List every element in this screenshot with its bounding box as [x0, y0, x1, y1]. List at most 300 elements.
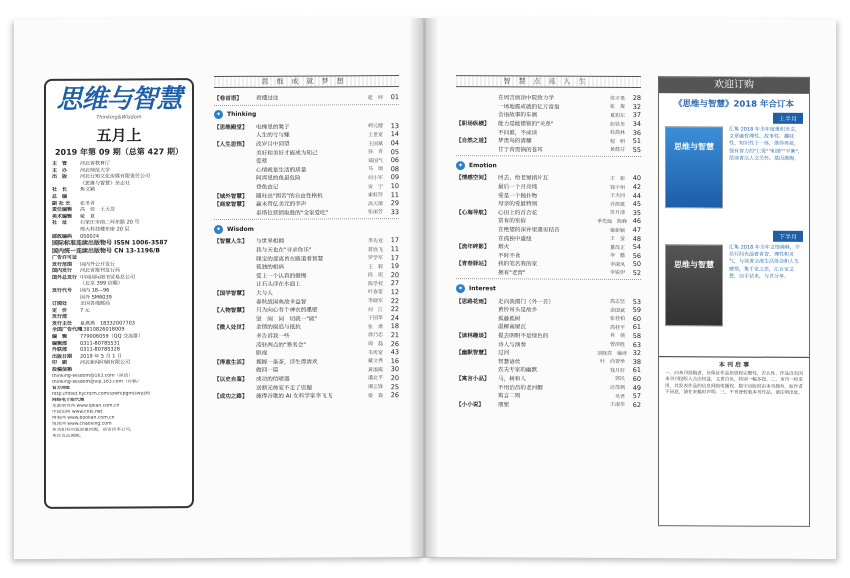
toc-page-number: 19 [390, 262, 399, 271]
toc-title: 春秋战国典故多益智 [256, 299, 307, 306]
subscription-panel [658, 76, 810, 527]
toc-page-number: 26 [390, 391, 399, 400]
toc-title: 富有的室宿 [498, 218, 526, 225]
toc-title: 泰塔位营销取胜的"全家爱吃" [256, 210, 329, 217]
toc-title: 能力是能错锁的"关系" [498, 121, 554, 128]
toc-author: 郭民 [614, 376, 625, 383]
toc-author: 潘北平 [367, 375, 383, 382]
issue-month: 五月上 [96, 126, 142, 145]
footer-note-1: 本刊如有印装质量问题，请寄回本公司， [52, 427, 135, 433]
toc-author: 黄鼓芬 [609, 147, 625, 154]
colophon-value: 779006059（QQ 交流群） [80, 333, 144, 340]
toc-title: 凌驻两点的"寒名会" [256, 342, 306, 349]
toc-title: 马，树和人 [498, 376, 526, 383]
toc-title: 胆视 [256, 350, 268, 357]
colophon-box [44, 78, 194, 509]
colophon-value: 050024 [80, 233, 100, 240]
toc-author: 刘晓亮 编译 [597, 350, 628, 357]
toc-author: 李锐伊 [609, 270, 625, 277]
toc-title: 爱是一个抛扑物 [498, 192, 538, 200]
colophon-value: 张冬青 [80, 200, 96, 207]
toc-title: 随吐出"困苦"的自由性格机 [256, 193, 323, 200]
colophon-key: 主 管 [52, 160, 68, 167]
colophon-key: 广告许可证 [52, 254, 78, 261]
colophon-key: 发行范围 [52, 261, 73, 268]
toc-page-number: 17 [390, 253, 399, 262]
colophon-key: 副 社 长 [52, 200, 71, 207]
toc-author: 梁新颖 [609, 227, 625, 234]
ebook-1: 龙源期刊网 www.qikan.com.cn [52, 403, 120, 409]
colophon-value: 全国各地邮局 [80, 300, 111, 307]
toc-author: 夏旭东 [609, 112, 625, 119]
left-page [14, 17, 424, 559]
toc-column-name: 【商家智慧】 [214, 202, 248, 209]
toc-entry [456, 331, 641, 341]
toc-page-number: 62 [632, 400, 641, 409]
toc-author: 钱宇州 [609, 184, 625, 191]
toc-author: 王国斌 [367, 140, 383, 147]
colophon-key: 社 长 [52, 187, 68, 194]
toc-author: 余国斌 [609, 307, 625, 314]
toc-author: 高志坚 [609, 298, 625, 306]
toc-author: 段 泥 [367, 272, 383, 279]
toc-column-name: 【心海导航】 [456, 209, 490, 217]
colophon-key: 发行代号 [52, 287, 73, 294]
toc-page-number: 50 [632, 260, 641, 269]
section-banner: 思维成就梦想 [214, 75, 399, 88]
toc-author: 王大同 [609, 193, 625, 200]
colophon-distribution-list [52, 254, 186, 314]
toc-author: 韦传宽 [367, 349, 383, 356]
toc-column-name: 【思路花雨】 [456, 298, 490, 305]
toc-column-name: 【寓言小品】 [456, 376, 490, 383]
colophon-value: 国外 SM6039 [80, 294, 112, 301]
toc-title: 阿湾里的鱼最危险 [256, 176, 301, 183]
toc-column-name: 【青春驿站】 [456, 261, 490, 268]
toc-title: 登鱼由记 [256, 184, 279, 191]
toc-author: 叶春雷 [367, 289, 383, 296]
toc-title: 人生的亏与赚 [256, 133, 290, 140]
section-icon: ✦ [215, 225, 222, 233]
colophon-value: 石家庄市南二环东路 20 号 [80, 219, 140, 227]
toc-author: 季先灿 陈峰 [597, 218, 628, 225]
logo-subtitle: Thinking&Wisdom [96, 114, 142, 121]
section-banner: 智慧点亮人生 [456, 75, 641, 88]
toc-page-number: 06 [390, 156, 399, 165]
toc-page-number: 48 [632, 234, 641, 243]
toc-column-name: 【自然之道】 [456, 138, 490, 145]
toc-author: 张桂柏 [609, 316, 625, 323]
toc-title: 温柳南屋瓦 [498, 324, 526, 331]
toc-page-number: 45 [632, 200, 641, 209]
colophon-key: 总 编 [52, 193, 68, 200]
toc-page-number: 26 [390, 339, 399, 348]
toc-page-number: 57 [632, 392, 641, 401]
colophon-value: 中国国际图书贸易总公司 [80, 274, 136, 281]
colophon-value: 师大科技楼东座 20 层 [80, 226, 130, 233]
toc-author: 罗学军 [367, 255, 383, 262]
toc-title: 会语故事的车画 [498, 112, 538, 119]
toc-entry [456, 374, 641, 384]
toc-title: 烟火 [498, 244, 510, 251]
colophon-key: 发行主任 [52, 320, 73, 327]
toc-entry [456, 208, 641, 218]
toc-author: 索虹玲 [367, 192, 383, 199]
section-icon: ✦ [457, 161, 464, 169]
toc-page-number: 59 [632, 306, 641, 315]
toc-title: 走向我揭门（外一首） [498, 298, 554, 306]
toc-title: 赢未背亿美元的孪声 [256, 201, 307, 209]
toc-page-number: 43 [390, 348, 399, 357]
toc-title: 我的笔名我的家 [498, 261, 538, 268]
toc-author: 王世宽 [367, 132, 383, 139]
toc-page-number: 13 [390, 121, 399, 130]
toc-entry [456, 145, 641, 155]
toc-entry [456, 173, 641, 183]
toc-page-number: 37 [632, 111, 641, 120]
toc-title: 与世界相拥 [256, 239, 284, 246]
toc-page-number: 22 [390, 305, 399, 314]
toc-page-number: 12 [390, 288, 399, 297]
toc-column-name: 【流年碎影】 [456, 244, 490, 251]
toc-page-number: 28 [632, 94, 641, 103]
toc-page-number: 54 [632, 243, 641, 252]
toc-entry [456, 242, 641, 252]
toc-title: 不用治昌的老河帽 [498, 384, 543, 392]
colophon-value: 河北省报刊发行局 [80, 267, 121, 274]
colophon-value: 13810826018009 [80, 326, 125, 334]
toc-page-number: 42 [632, 183, 641, 192]
toc-page-number: 20 [390, 373, 399, 383]
colophon-row [52, 366, 186, 373]
toc-page-number: 04 [390, 139, 399, 148]
toc-page-number: 18 [390, 322, 399, 331]
toc-page-number: 29 [390, 199, 399, 208]
toc-page-number: 55 [632, 145, 641, 154]
toc-author: 吴君 [614, 393, 625, 400]
toc-author: 徐乃忠 [367, 332, 383, 339]
toc-page-number: 11 [390, 190, 399, 199]
toc-title: 在周吉烦顶中院致力学 [498, 95, 554, 102]
colophon-value: 高 倍 王天芳 [80, 206, 116, 213]
toc-entry [456, 399, 641, 409]
colophon-value: 戴 夏 [80, 213, 96, 220]
toc-title: 坚 闲 同 切就一"硫" [256, 316, 318, 323]
toc-page-number: 52 [632, 268, 641, 278]
ebook-4: 悦读网 www.chaoxing.com [52, 421, 112, 427]
colophon-value: 河北省教育厅 [80, 160, 111, 167]
toc-column-name: 【小小说】 [456, 401, 484, 408]
issue-number: 2019 年第 09 期（总第 427 期） [54, 147, 184, 157]
cover-image-upper: 思维与智慧 [665, 126, 723, 208]
ebook-label: 网络电子版代理 [52, 397, 85, 403]
colophon-value: 7 元 [80, 307, 90, 314]
toc-title: 美好和美好才能成为知己 [256, 150, 318, 157]
toc-title: 黄铃吊头是故乡 [498, 307, 538, 314]
toc-author: 何小军 [367, 175, 383, 182]
toc-author: 陈学权 [367, 281, 383, 288]
toc-title: 梦贵鸟的清耀 [498, 138, 532, 145]
colophon-contact-list [52, 313, 186, 373]
toc-column-name: 【国学智慧】 [214, 290, 248, 298]
colophon-key: 印 刷 [52, 360, 68, 367]
toc-title: 不问谁，不成谈 [498, 129, 538, 137]
colophon-key: 全国广告代理 [52, 327, 83, 334]
toc-column-name: 【以史自鉴】 [214, 376, 248, 383]
toc-title: 做回一篇 [256, 368, 279, 375]
toc-author: 佟月清 [609, 210, 625, 217]
section-heading-label: Wisdom [227, 225, 254, 233]
colophon-value: 焦文颖 [80, 187, 96, 194]
colophon-value: 《思维与智慧》杂志社 [80, 180, 131, 187]
toc-title: 我与天也在"寻求你乐" [256, 247, 312, 254]
toc-title: 电梯里的凳子 [256, 124, 290, 131]
notice-heading: 本 刊 启 事 [659, 356, 809, 369]
toc-page-number: 25 [390, 382, 399, 391]
toc-page-number: 17 [390, 236, 399, 245]
toc-entry [214, 208, 399, 218]
footer-note-2: 本社负责调换。 [52, 433, 85, 439]
toc-author: 赵铁华 [609, 121, 625, 128]
toc-title: 让石头浮在水面上 [256, 281, 301, 289]
upper-half-block [663, 112, 805, 231]
toc-page-number: 32 [632, 102, 641, 111]
toc-column-name: 【成功之路】 [214, 393, 248, 401]
toc-author: 高天瑞 [367, 200, 383, 207]
toc-author: 钱月轩 [609, 367, 625, 374]
toc-column-name: 【域外智慧】 [214, 193, 248, 200]
toc-author: 李淑凤 [609, 261, 625, 268]
colophon-value: （北京 399 信箱） [80, 280, 123, 288]
toc-page-number: 01 [390, 93, 399, 102]
colophon-key: 投稿信箱 [52, 366, 73, 373]
toc-title: 看懂过往 [256, 95, 279, 103]
toc-author: 王 莹 [609, 235, 625, 243]
colophon-key: 出版日期 [52, 353, 73, 360]
email-original: thinking-wisdom@163.com（原创） [52, 373, 133, 379]
toc-author: 乾 呼 [367, 94, 383, 102]
toc-author: 王淑华 [609, 402, 625, 409]
toc-title: 一场地震成就的亿万富翁 [498, 104, 560, 111]
toc-column-name: 【人物智慧】 [214, 308, 248, 315]
toc-page-number: 34 [632, 120, 641, 129]
toc-entry [456, 348, 641, 358]
toc-page-number: 16 [390, 356, 399, 365]
toc-author: 王 新 [609, 175, 625, 182]
divider [456, 155, 641, 157]
toc-author: 马 颂 [367, 166, 383, 173]
colophon-key: 主 办 [52, 167, 68, 174]
toc-title: 施得谷歌的 AI 女科学家李飞飞 [256, 393, 333, 400]
toc-author: 李晓军 [367, 298, 383, 305]
toc-page-number: 51 [632, 137, 641, 146]
upper-half-tag: 上半月 [773, 113, 803, 124]
toc-author: 肖 倩 [609, 333, 625, 340]
cn-line: 国内统一连续出版物号 CN 13-1196/B [52, 246, 160, 255]
right-table-of-contents [456, 75, 641, 409]
toc-title: 寓言二则 [498, 393, 521, 400]
upper-half-description: 汇集 2018 年全年度重积美文，文章融哲理性、故事性、趣味性、知识性于一体，借你再爱，强有智力的"仁爱""和谐""平衡"，给读者以人文关怀、基因熏陶。 [729, 126, 803, 162]
toc-column-name: 【职场纵横】 [456, 121, 490, 128]
toc-title: 爱上一个认真的傲慢 [256, 273, 307, 280]
toc-page-number: 21 [390, 331, 399, 340]
toc-page-number: 27 [390, 279, 399, 288]
toc-author: 周 磊 [367, 341, 383, 348]
toc-author: 佟才果 [609, 95, 625, 102]
ebook-3: 博看网 www.bookan.com.cn [52, 415, 115, 421]
toc-page-number: 09 [390, 173, 399, 182]
toc-page-number: 53 [632, 297, 641, 306]
section-heading [456, 159, 641, 172]
toc-page-number: 30 [390, 365, 399, 374]
toc-title: 拥握一条茶，浮生得清欢 [256, 359, 318, 366]
subscription-title: 《思维与智慧》2018 年合订本 [673, 99, 795, 110]
colophon-key: 责任编辑 [52, 206, 73, 214]
toc-page-number: 56 [632, 251, 641, 260]
toc-column-name: 【人生思悟】 [214, 141, 248, 149]
toc-page-number: 22 [390, 296, 399, 305]
toc-page-number: 14 [390, 130, 399, 139]
section-icon: ✦ [215, 111, 222, 119]
toc-page-number: 58 [632, 331, 641, 341]
section-heading [456, 282, 641, 295]
colophon-key: 国内发行 [52, 267, 73, 274]
toc-author: 高桂平 [609, 324, 625, 331]
toc-title: 孤独的相码 [256, 264, 284, 272]
colophon-value [80, 366, 186, 373]
colophon-value: 国内 18—96 [80, 287, 110, 294]
toc-page-number: 49 [632, 383, 641, 392]
toc-page-number: 60 [632, 314, 641, 323]
section-heading [214, 108, 399, 121]
colophon-value: 河北师范大学 [80, 167, 111, 174]
colophon-key: 邮政编码 [52, 233, 73, 240]
toc-title: 孤藤孤树 [498, 316, 521, 323]
toc-entry [214, 391, 399, 401]
toc-author: 乔凯歌 [609, 201, 625, 208]
section-heading-label: Thinking [227, 110, 257, 119]
toc-author: 张丽芳 [367, 209, 383, 216]
section-heading [214, 222, 399, 235]
toc-title: 过河 [498, 350, 510, 357]
toc-page-number: 05 [390, 147, 399, 156]
toc-column-name: 【读林趣谈】 [456, 333, 490, 340]
web-url: http://hbsd.hychcm.com/szwh/pgm/swyzh/ [52, 390, 151, 397]
toc-author: 何 江 [367, 306, 383, 313]
toc-title: 母亲的爱最特别 [498, 201, 538, 208]
toc-author: 梁 森 [367, 392, 383, 399]
toc-page-number: 35 [632, 208, 641, 217]
colophon-value: 国内外公开发行 [80, 261, 116, 268]
toc-author: 李先业 [367, 238, 383, 245]
colophon-key: 美术编辑 [52, 213, 73, 220]
divider [214, 218, 399, 220]
section-heading-label: Interest [469, 284, 496, 293]
colophon-key: 国外总发行 [52, 274, 78, 281]
toc-title: 智慧语丝 [498, 359, 521, 366]
toc-page-number: 20 [390, 270, 399, 279]
toc-author: 王 毅 [367, 263, 383, 270]
toc-author: 杜高林 [609, 130, 625, 137]
colophon-key: 出 版 [52, 173, 68, 181]
colophon-value: 河北新闻印刷有限公司 [80, 359, 131, 367]
toc-page-number: 47 [632, 226, 641, 235]
colophon-key: 订阅处 [52, 300, 68, 307]
toc-page-number: 32 [632, 349, 641, 358]
colophon-key: 编辑部 [52, 340, 68, 347]
toc-title: 提去明明不是绿色的 [498, 333, 549, 340]
ebook-2: 中国知网 www.cnki.net [52, 409, 103, 415]
subscription-header: 欢迎订购 [659, 77, 809, 94]
toc-title: 心田上的首合花 [498, 210, 538, 217]
toc-page-number: 08 [390, 164, 399, 173]
toc-page-number: 40 [632, 174, 641, 183]
colophon-value: 夏燕燕 18332007703 [80, 320, 135, 327]
toc-entry [214, 93, 399, 103]
toc-title: 不时不食 [498, 253, 521, 260]
toc-page-number: 33 [390, 207, 399, 216]
toc-title: 成功的信喷器 [256, 376, 290, 383]
toc-page-number: 63 [632, 340, 641, 349]
colophon-key: 发行部 [52, 314, 68, 321]
toc-author: 张 俊 [609, 104, 625, 111]
magazine-spread [14, 18, 836, 558]
toc-title: 最后一个月亮炖 [498, 184, 538, 191]
toc-column-name: 【微人处世】 [214, 325, 248, 332]
toc-author: 程 明 [609, 138, 625, 145]
toc-page-number: 10 [390, 182, 399, 191]
toc-author: 张 肃 [367, 324, 383, 331]
toc-title: 金锁的谢追与抵抗 [256, 324, 301, 332]
colophon-staff-list [52, 160, 186, 240]
toc-title: 在孤独中盛纽 [498, 235, 532, 243]
toc-entry [456, 296, 641, 306]
lower-half-description: 汇集 2018 年全年文情佛释，学员行间充溢着善智、理性和灵气，与读者交流生活体会和人生感悟，集千家之思，汇百家文慧，信手拈来，与君分享。 [729, 244, 800, 280]
right-page [426, 17, 836, 559]
toc-title: 大与人 [256, 290, 273, 297]
toc-title: 在绝望的深井里遇见秸音 [498, 227, 560, 234]
colophon-value: 0311-80785531 [80, 340, 120, 347]
toc-column-name: 【得意生活】 [214, 359, 248, 366]
toc-author: 还茂枫 [609, 384, 625, 391]
toc-title: 朋堑 [498, 402, 510, 409]
toc-page-number: 46 [632, 217, 641, 226]
toc-entry [456, 119, 641, 129]
colophon-key: 社 址 [52, 220, 68, 227]
left-table-of-contents [214, 75, 399, 400]
toc-title: 拥有"老营" [498, 270, 526, 277]
notice-text: 一、向本刊投稿者，应保证作品原创和完整性，否认性、作品没有因本刊刊投版入合法权益，文责自负，特别一稿多投。二、本刊一经采用，其发表作品的信息网络传播权、数字出版权由本刊拥有，如作者不同意，请在来稿时声明。三、不刊登转载本刊作品，请注明出处。 [665, 371, 803, 397]
toc-author: 叶 尚智举 [599, 359, 625, 366]
toc-author: 谭云锋 [367, 384, 383, 391]
toc-entry [456, 259, 641, 269]
toc-author: 郑国气 [367, 157, 383, 164]
cover-image-lower: 思维与智慧 [665, 244, 723, 326]
toc-page-number: 24 [390, 313, 399, 322]
toc-title: 多告诉我一些 [256, 333, 290, 340]
toc-column-name: 【思维殿堂】 [214, 124, 248, 131]
lower-half-block [663, 230, 805, 349]
section-heading-label: Emotion [469, 161, 497, 169]
divider [214, 104, 399, 106]
colophon-value: 2019 年 5 月 1 日 [80, 353, 123, 360]
colophon-key: 定 价 [52, 307, 68, 314]
toc-column-name: 【幽默智慧】 [456, 350, 490, 357]
toc-page-number: 60 [632, 374, 641, 383]
email-recommend: thinking-wisdom@vip.163.com（荐稿） [52, 379, 142, 385]
toc-entry [456, 268, 641, 278]
toc-author: 李 懿 [609, 253, 625, 260]
